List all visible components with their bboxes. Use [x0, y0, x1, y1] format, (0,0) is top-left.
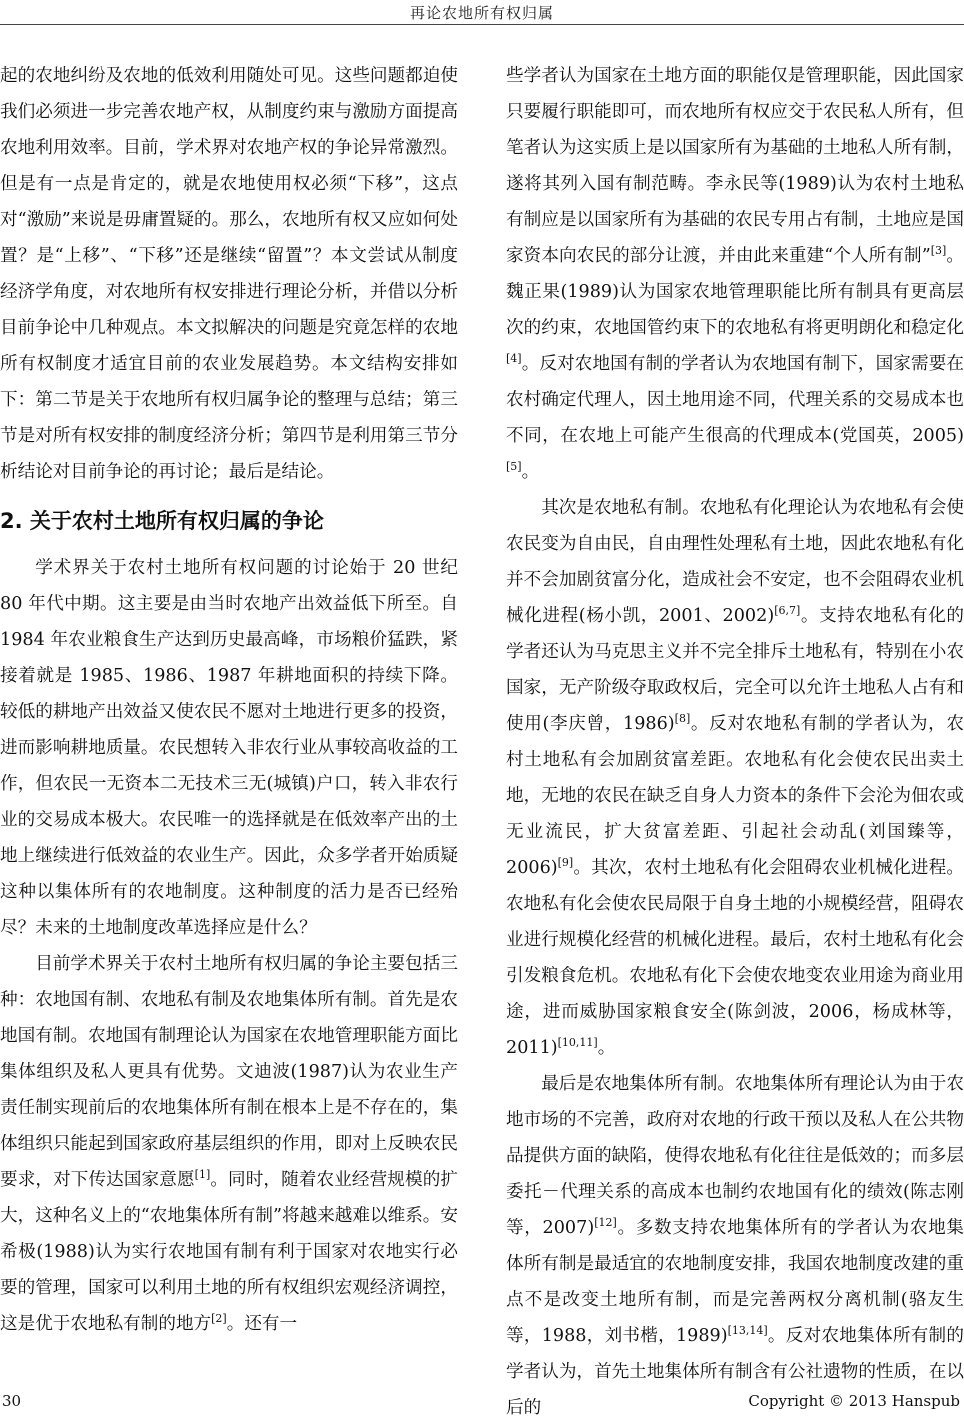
citation-ref: [2]: [211, 1312, 227, 1326]
paragraph-text: 。: [521, 462, 540, 482]
running-header: 再论农地所有权归属: [409, 4, 554, 22]
paragraph-text: 。其次，农村土地私有化会阻碍农业机械化进程。农地私有化会使农民局限于自身土地的小规模经营，阻碍农业进行规模化经营的机械化进程。最后，农村土地私有化会引发粮食危机。农地私有化下会使农地变农业用途为商业用途，进而威胁国家粮食安全(陈剑波，2006，杨成林等，2011): [506, 858, 964, 1058]
copyright-notice: Copyright © 2013 Hanspub: [748, 1392, 960, 1410]
citation-ref: [3]: [930, 244, 947, 258]
paragraph-text: 。多数支持农地集体所有的学者认为农地集体所有制是最适宜的农地制度安排，我国农地制度改建的重点不是改变土地所有制，而是完善两权分离机制(骆友生等，1988，刘书楷，1989): [506, 1218, 964, 1346]
paragraph-text: 目前学术界关于农村土地所有权归属的争论主要包括三种：农地国有制、农地私有制及农地集体所有制。首先是农地国有制。农地国有制理论认为国家在农地管理职能方面比集体组织及私人更具有优势。文迪波(1987)认为农业生产责任制实现前后的农地集体所有制在根本上是不存在的，集体组织只能起到国家政府基层组织的作用，即对上反映农民要求，对下传达国家意愿: [0, 954, 458, 1190]
citation-ref: [12]: [594, 1216, 617, 1230]
paragraph-intro-continued: [0, 58, 458, 490]
paragraph-text: 其次是农地私有制。农地私有化理论认为农地私有会使农民变为自由民，自由理性处理私有土地，因此农地私有化并不会加剧贫富分化，造成社会不安定，也不会阻碍农业机械化进程(杨小凯，2001、2002): [506, 498, 964, 626]
paragraph-text: 。支持农地私有化的学者还认为马克思主义并不完全排斥土地私有，特别在小农国家，无产阶级夺取政权后，完全可以允许土地私人占有和使用(李庆曾，1986): [506, 606, 964, 734]
paragraph-text: 。: [597, 1038, 616, 1058]
paragraph-state-ownership-continued: [506, 58, 964, 490]
paragraph-text: 。还有一: [226, 1314, 298, 1334]
page-number: 30: [2, 1392, 22, 1410]
paragraph-text: 。同时，随着农业经营规模的扩大，这种名义上的“农地集体所有制”将越来越难以维系。安希极(1988)认为实行农地国有制有利于国家对农地实行必要的管理，国家可以利用土地的所有权组织宏观经济调控，这是优于农地私有制的地方: [0, 1170, 458, 1334]
paragraph-text: 学术界关于农村土地所有权问题的讨论始于 20 世纪 80 年代中期。这主要是由当时农地产出效益低下所至。自 1984 年农业粮食生产达到历史最高峰，市场粮价猛跌，紧接着就是 1985、1986、1987 年耕地面积的持续下降。较低的耕地产出效益又使农民不愿对土地进行更多的投资，进而影响耕地质量。农民想转入非农行业从事较高收益的工作，但农民一无资本二无技术三无(城镇)户口，转入非农行业的交易成本极大。农民唯一的选择就是在低效率产出的土地上继续进行低效益的农业生产。因此，众多学者开始质疑这种以集体所有的农地制度。这种制度的活力是否已经殆尽？未来的土地制度改革选择应是什么？: [0, 558, 458, 938]
paragraph-private-ownership: [506, 490, 964, 1066]
paragraph-text: 。魏正果(1989)认为国家农地管理职能比所有制具有更高层次的约束，农地国管约束下的农地私有将更明朗化和稳定化: [506, 246, 964, 338]
citation-ref: [8]: [674, 712, 691, 726]
paragraph-text: 。反对农地私有制的学者认为，农村土地私有会加剧贫富差距。农地私有化会使农民出卖土地，无地的农民在缺乏自身人力资本的条件下会沦为佃农或无业流民，扩大贫富差距、引起社会动乱(刘国臻等，2006): [506, 714, 964, 878]
section-heading: 2. 关于农村土地所有权归属的争论: [0, 509, 324, 533]
paragraph-state-ownership: [0, 946, 458, 1342]
citation-ref: [9]: [557, 856, 574, 870]
citation-ref: [10,11]: [557, 1036, 598, 1050]
citation-ref: [5]: [506, 460, 522, 474]
left-column: [0, 58, 458, 1342]
citation-ref: [13,14]: [727, 1324, 768, 1338]
citation-ref: [4]: [506, 352, 522, 366]
paragraph-history: [0, 550, 458, 946]
right-column: [506, 58, 964, 1426]
paragraph-text: 。反对农地集体所有制的学者认为，首先土地集体所有制含有公社遗物的性质，在以后的: [506, 1326, 964, 1418]
paragraph-text: 起的农地纠纷及农地的低效利用随处可见。这些问题都迫使我们必须进一步完善农地产权，从制度约束与激励方面提高农地利用效率。目前，学术界对农地产权的争论异常激烈。但是有一点是肯定的，就是农地使用权必须“下移”，这点对“激励”来说是毋庸置疑的。那么，农地所有权又应如何处置？是“上移”、“下移”还是继续“留置”？本文尝试从制度经济学角度，对农地所有权安排进行理论分析，并借以分析目前争论中几种观点。本文拟解决的问题是究竟怎样的农地所有权制度才适宜目前的农业发展趋势。本文结构安排如下：第二节是关于农地所有权归属争论的整理与总结；第三节是对所有权安排的制度经济分析；第四节是利用第三节分析结论对目前争论的再讨论；最后是结论。: [0, 66, 458, 482]
paragraph-text: 些学者认为国家在土地方面的职能仅是管理职能，因此国家只要履行职能即可，而农地所有权应交于农民私人所有，但笔者认为这实质上是以国家所有为基础的土地私人所有制，遂将其列入国有制范畴。李永民等(1989)认为农村土地私有制应是以国家所有为基础的农民专用占有制，土地应是国家资本向农民的部分让渡，并由此来重建“个人所有制”: [506, 66, 964, 266]
paragraph-text: 最后是农地集体所有制。农地集体所有理论认为由于农地市场的不完善，政府对农地的行政干预以及私人在公共物品提供方面的缺陷，使得农地私有化往往是低效的；而多层委托－代理关系的高成本也制约农地国有化的绩效(陈志刚等，2007): [506, 1074, 964, 1238]
paragraph-text: 。反对农地国有制的学者认为农地国有制下，国家需要在农村确定代理人，因土地用途不同，代理关系的交易成本也不同，在农地上可能产生很高的代理成本(党国英，2005): [506, 354, 964, 446]
header-rule: [0, 24, 964, 25]
citation-ref: [6,7]: [774, 604, 801, 618]
paragraph-collective-ownership: [506, 1066, 964, 1426]
citation-ref: [1]: [194, 1168, 211, 1182]
